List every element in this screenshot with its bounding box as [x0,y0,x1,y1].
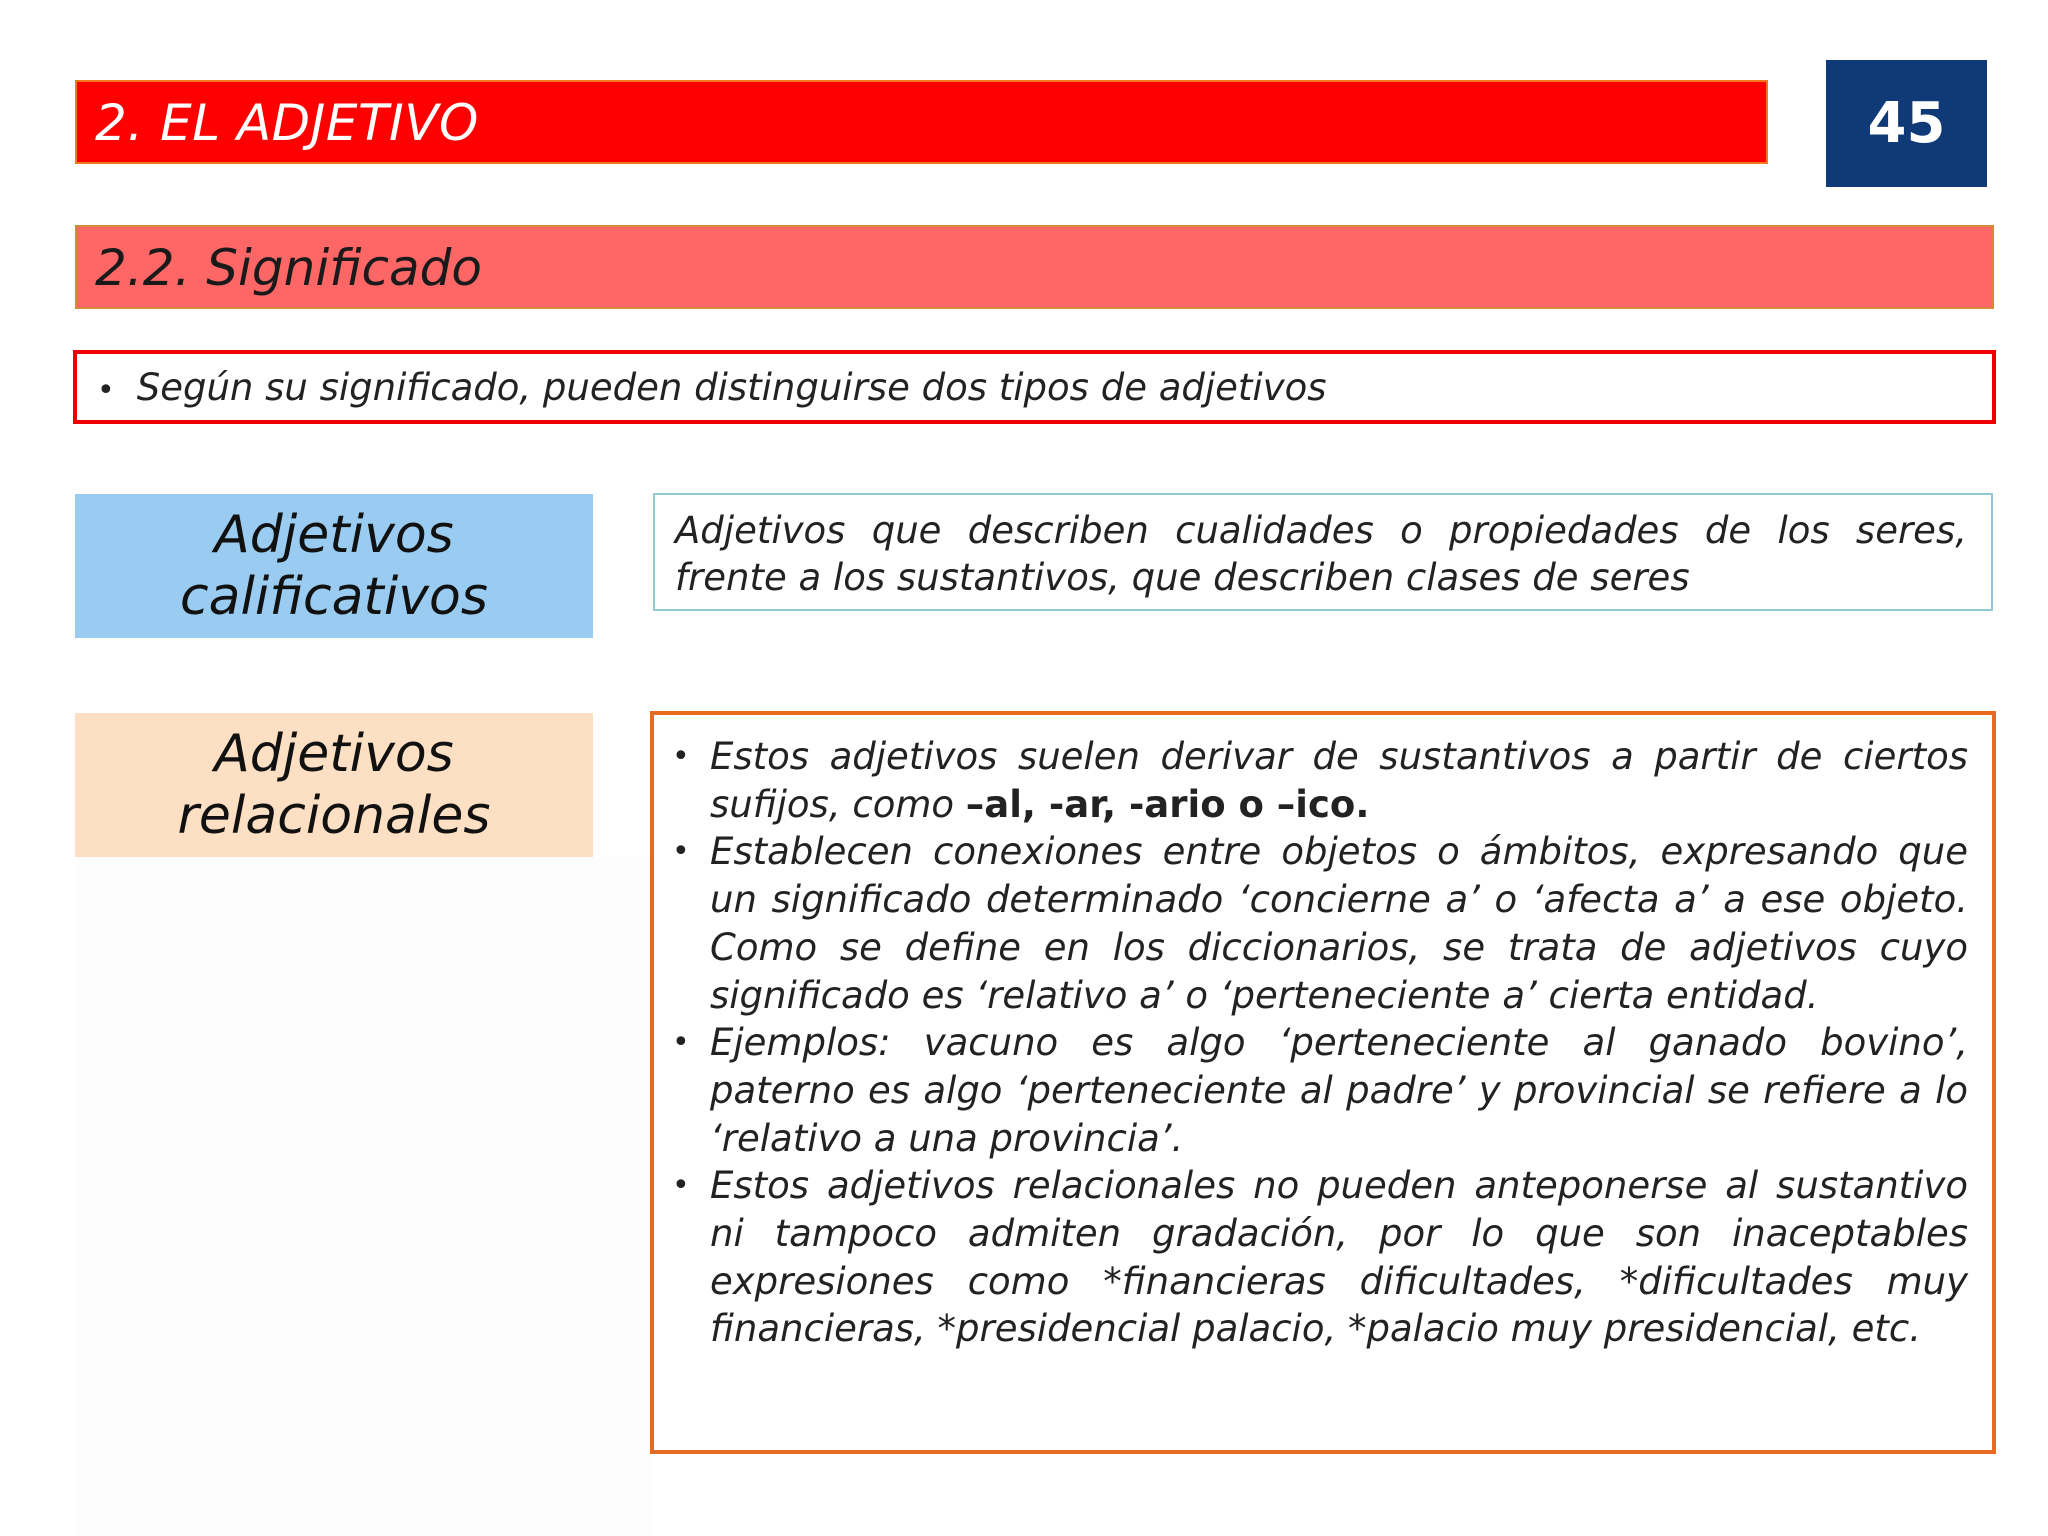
list-item-text: Estos adjetivos relacionales no pueden anteponerse al sustantivo ni tampoco admiten gradación, por lo que son inaceptables expresiones como *financieras dificultades, *dificultades muy financieras, *presidencial palacio, *palacio muy presidencial, etc. [710,1164,1968,1351]
list-item [670,828,1968,1019]
calificativos-description [653,493,1993,611]
calificativos-label-line2: calificativos [180,567,488,627]
list-item-text: Ejemplos: vacuno es algo ‘perteneciente al ganado bovino’, paterno es algo ‘perteneciente al padre’ y provincial se refiere a lo ‘relativo a una provincia’. [710,1021,1968,1160]
bullet-icon: • [97,373,115,408]
list-item [670,733,1968,828]
list-item-text: Establecen conexiones entre objetos o ámbitos, expresando que un significado determinado ‘concierne a’ o ‘afecta a’ a ese objeto. Como se define en los diccionarios, se trata de adjetivos cuyo significado es ‘relativo a’ o ‘perteneciente a’ cierta entidad. [710,830,1968,1017]
page-number-text: 45 [1867,91,1946,156]
list-item-text: Estos adjetivos suelen derivar de sustantivos a partir de ciertos sufijos, como [710,735,1968,826]
bullet-icon: • [672,1168,690,1204]
calificativos-label [75,494,593,638]
bullet-icon: • [672,739,690,774]
slide-title-text: 2. EL ADJETIVO [95,94,479,152]
background-shade [75,857,650,1536]
bullet-icon: • [672,1025,690,1061]
calificativos-label-line1: Adjetivos [214,505,454,565]
relacionales-label-line1: Adjetivos [214,724,454,784]
list-item [670,1019,1968,1162]
list-item [670,1162,1968,1353]
relacionales-list [670,733,1968,1353]
relacionales-label-line2: relacionales [177,786,491,846]
bullet-icon: • [672,834,690,870]
section-title-text: 2.2. Significado [95,239,483,297]
relacionales-panel [650,711,1996,1454]
intro-box [73,350,1996,424]
page-number-badge [1826,60,1987,187]
slide-title [75,80,1768,164]
section-title [75,225,1994,309]
intro-text: Según su significado, pueden distinguirse dos tipos de adjetivos [136,366,1327,409]
suffix-list: –al, -ar, -ario o –ico. [965,782,1370,826]
calificativos-description-text: Adjetivos que describen cualidades o propiedades de los seres, frente a los sustantivos, que describen clases de seres [675,509,1967,599]
relacionales-label [75,713,593,857]
